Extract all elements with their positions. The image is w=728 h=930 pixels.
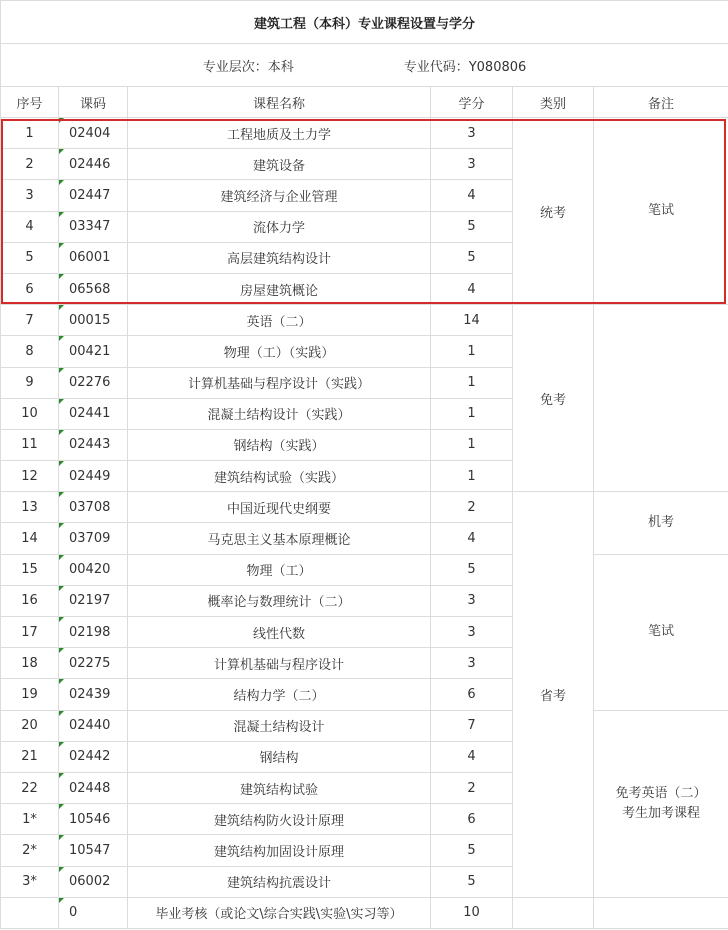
table-row	[1, 897, 728, 928]
row-credit: 3	[431, 118, 513, 149]
category-cell: 免考	[513, 305, 594, 492]
row-credit: 6	[431, 804, 513, 835]
row-code: 06568	[59, 273, 128, 304]
row-no: 2*	[1, 835, 59, 866]
row-code: 02441	[59, 398, 128, 429]
row-name: 高层建筑结构设计	[128, 242, 431, 273]
row-name: 房屋建筑概论	[128, 273, 431, 304]
row-credit: 6	[431, 679, 513, 710]
row-no: 2	[1, 149, 59, 180]
row-no: 21	[1, 741, 59, 772]
row-credit: 14	[431, 305, 513, 336]
row-no: 5	[1, 242, 59, 273]
category-cell	[513, 897, 594, 928]
meta-info	[1, 44, 728, 87]
row-no: 16	[1, 585, 59, 616]
row-name: 钢结构	[128, 741, 431, 772]
row-credit: 5	[431, 554, 513, 585]
row-name: 建筑结构抗震设计	[128, 866, 431, 897]
row-code: 02442	[59, 741, 128, 772]
row-credit: 1	[431, 398, 513, 429]
row-credit: 3	[431, 648, 513, 679]
row-credit: 5	[431, 866, 513, 897]
row-code: 10547	[59, 835, 128, 866]
row-credit: 2	[431, 772, 513, 803]
header-credit: 学分	[431, 87, 513, 118]
header-category: 类别	[513, 87, 594, 118]
row-name: 工程地质及土力学	[128, 118, 431, 149]
row-no: 8	[1, 336, 59, 367]
header-remark: 备注	[594, 87, 728, 118]
row-name: 流体力学	[128, 211, 431, 242]
row-no: 19	[1, 679, 59, 710]
row-credit: 5	[431, 242, 513, 273]
table-row	[1, 554, 728, 585]
row-code: 0	[59, 897, 128, 928]
row-no: 20	[1, 710, 59, 741]
header-no: 序号	[1, 87, 59, 118]
row-code: 00421	[59, 336, 128, 367]
row-code: 02197	[59, 585, 128, 616]
row-credit: 1	[431, 429, 513, 460]
level-label: 专业层次：本科	[202, 59, 294, 75]
row-code: 02443	[59, 429, 128, 460]
row-credit: 4	[431, 180, 513, 211]
row-name: 计算机基础与程序设计	[128, 648, 431, 679]
table-row	[1, 118, 728, 149]
row-code: 02275	[59, 648, 128, 679]
row-code: 02404	[59, 118, 128, 149]
row-no: 7	[1, 305, 59, 336]
row-code: 02447	[59, 180, 128, 211]
remark-cell	[594, 710, 728, 897]
row-credit: 1	[431, 461, 513, 492]
row-credit: 3	[431, 585, 513, 616]
row-name: 混凝土结构设计（实践）	[128, 398, 431, 429]
row-credit: 7	[431, 710, 513, 741]
row-no: 17	[1, 617, 59, 648]
category-cell: 统考	[513, 118, 594, 305]
remark-line: 笔试	[648, 624, 675, 640]
row-name: 建筑结构加固设计原理	[128, 835, 431, 866]
row-no: 18	[1, 648, 59, 679]
remark-line: 免考英语（二）	[615, 785, 707, 801]
row-name: 钢结构（实践）	[128, 429, 431, 460]
row-code: 10546	[59, 804, 128, 835]
header-name: 课程名称	[128, 87, 431, 118]
row-code: 02449	[59, 461, 128, 492]
row-credit: 5	[431, 835, 513, 866]
row-code: 03709	[59, 523, 128, 554]
row-no: 15	[1, 554, 59, 585]
row-code: 02446	[59, 149, 128, 180]
row-credit: 5	[431, 211, 513, 242]
row-credit: 4	[431, 523, 513, 554]
header-row	[1, 87, 728, 118]
remark-cell	[594, 492, 728, 554]
major-code-label: 专业代码：Y080806	[403, 59, 527, 75]
row-no	[1, 897, 59, 928]
remark-cell	[594, 897, 728, 928]
row-name: 建筑结构试验（实践）	[128, 461, 431, 492]
row-code: 02198	[59, 617, 128, 648]
row-credit: 1	[431, 367, 513, 398]
table-row	[1, 305, 728, 336]
remark-cell	[594, 554, 728, 710]
row-code: 02448	[59, 772, 128, 803]
row-credit: 10	[431, 897, 513, 928]
remark-line: 笔试	[648, 203, 675, 219]
row-no: 14	[1, 523, 59, 554]
row-no: 12	[1, 461, 59, 492]
row-name: 概率论与数理统计（二）	[128, 585, 431, 616]
row-name: 中国近现代史纲要	[128, 492, 431, 523]
table-row	[1, 710, 728, 741]
row-code: 00420	[59, 554, 128, 585]
row-name: 线性代数	[128, 617, 431, 648]
row-code: 02439	[59, 679, 128, 710]
row-no: 4	[1, 211, 59, 242]
row-name: 混凝土结构设计	[128, 710, 431, 741]
row-name: 建筑设备	[128, 149, 431, 180]
row-name: 物理（工）（实践）	[128, 336, 431, 367]
header-code: 课码	[59, 87, 128, 118]
row-no: 3*	[1, 866, 59, 897]
row-credit: 4	[431, 741, 513, 772]
row-no: 13	[1, 492, 59, 523]
row-name: 建筑经济与企业管理	[128, 180, 431, 211]
row-no: 1	[1, 118, 59, 149]
row-code: 02440	[59, 710, 128, 741]
row-name: 马克思主义基本原理概论	[128, 523, 431, 554]
row-name: 结构力学（二）	[128, 679, 431, 710]
row-credit: 1	[431, 336, 513, 367]
row-code: 03708	[59, 492, 128, 523]
row-name: 建筑结构试验	[128, 772, 431, 803]
row-code: 00015	[59, 305, 128, 336]
row-code: 03347	[59, 211, 128, 242]
row-credit: 2	[431, 492, 513, 523]
row-no: 22	[1, 772, 59, 803]
row-no: 9	[1, 367, 59, 398]
row-no: 11	[1, 429, 59, 460]
row-code: 06002	[59, 866, 128, 897]
remark-line: 机考	[648, 514, 675, 530]
row-no: 6	[1, 273, 59, 304]
row-no: 3	[1, 180, 59, 211]
row-code: 06001	[59, 242, 128, 273]
row-code: 02276	[59, 367, 128, 398]
row-name: 建筑结构防火设计原理	[128, 804, 431, 835]
remark-cell	[594, 118, 728, 305]
remark-cell	[594, 305, 728, 492]
table-title: 建筑工程（本科）专业课程设置与学分	[1, 1, 728, 44]
row-credit: 3	[431, 149, 513, 180]
row-no: 10	[1, 398, 59, 429]
row-name: 计算机基础与程序设计（实践）	[128, 367, 431, 398]
row-name: 物理（工）	[128, 554, 431, 585]
row-no: 1*	[1, 804, 59, 835]
category-cell: 省考	[513, 492, 594, 897]
row-name: 英语（二）	[128, 305, 431, 336]
table-row	[1, 492, 728, 523]
remark-line: 考生加考课程	[622, 805, 701, 821]
row-credit: 4	[431, 273, 513, 304]
row-name: 毕业考核（或论文\综合实践\实验\实习等）	[128, 897, 431, 928]
row-credit: 3	[431, 617, 513, 648]
